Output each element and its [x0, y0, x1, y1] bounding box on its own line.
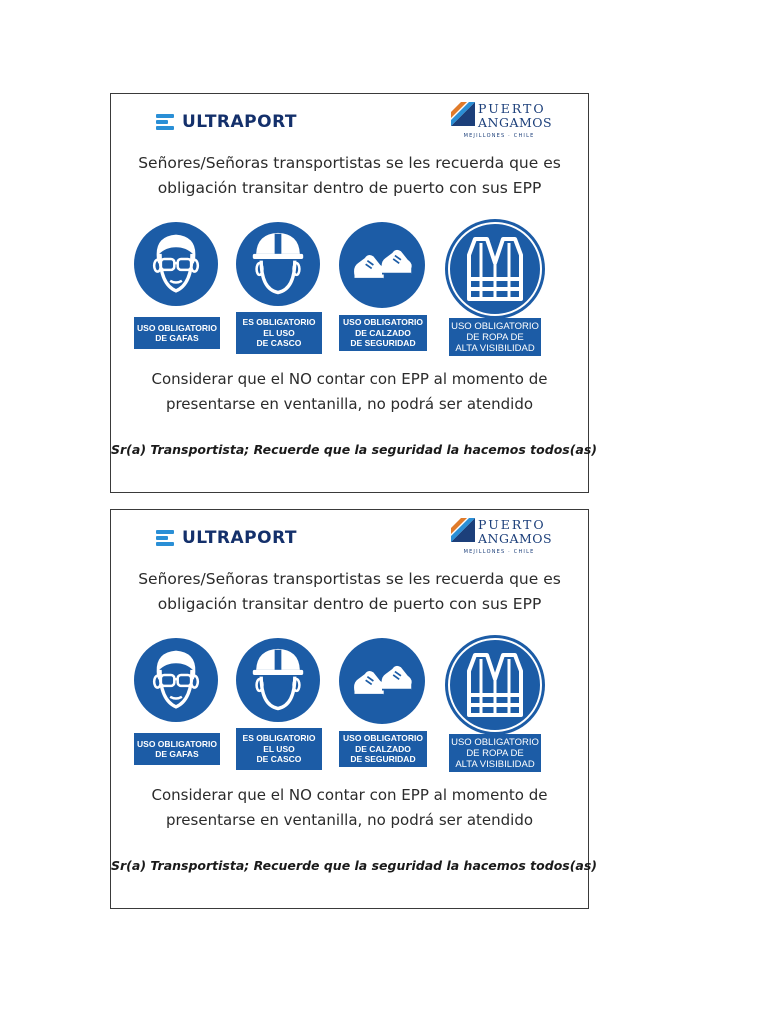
puerto-angamos-logo	[451, 515, 551, 557]
sign-gafas-label: USO OBLIGATORIO DE GAFAS	[134, 733, 220, 765]
notice-line-2: presentarse en ventanilla, no podrá ser atendido	[165, 395, 534, 413]
sign-gafas-label: USO OBLIGATORIO DE GAFAS	[134, 317, 220, 349]
ultraport-logo-text: ULTRAPORT	[182, 112, 297, 132]
notice-line-2: presentarse en ventanilla, no podrá ser atendido	[165, 811, 534, 829]
puerto-logo-line1: PUERTO	[478, 101, 546, 116]
puerto-angamos-emblem-icon	[451, 102, 475, 126]
sign-ropa-label: USO OBLIGATORIO DE ROPA DE ALTA VISIBILIDAD	[449, 734, 541, 772]
notice-line-1: Considerar que el NO contar con EPP al momento de	[151, 786, 548, 804]
puerto-angamos-emblem-icon	[451, 518, 475, 542]
puerto-logo-subtitle: MEJILLONES · CHILE	[463, 549, 535, 555]
ultraport-logo	[156, 112, 297, 132]
high-visibility-vest-icon	[445, 635, 545, 735]
safety-poster-2	[110, 509, 598, 909]
headline-line-2: obligación transitar dentro de puerto con sus EPP	[157, 179, 542, 197]
helmet-icon	[236, 638, 320, 722]
sign-casco-label: ES OBLIGATORIO EL USO DE CASCO	[236, 312, 322, 354]
footer-slogan: Sr(a) Transportista; Recuerde que la seguridad la hacemos todos(as)	[111, 442, 598, 457]
helmet-icon	[236, 222, 320, 306]
notice	[111, 367, 588, 417]
ultraport-logo-text: ULTRAPORT	[182, 528, 297, 548]
headline-line-1: Señores/Señoras transportistas se les recuerda que es	[138, 154, 561, 172]
notice	[111, 783, 588, 833]
glasses-icon	[134, 638, 218, 722]
puerto-logo-line1: PUERTO	[478, 517, 546, 532]
headline	[111, 567, 588, 617]
puerto-logo-subtitle: MEJILLONES · CHILE	[463, 133, 535, 139]
safety-boots-icon	[339, 222, 425, 308]
ppe-signs	[129, 623, 579, 773]
headline-line-1: Señores/Señoras transportistas se les recuerda que es	[138, 570, 561, 588]
footer-slogan: Sr(a) Transportista; Recuerde que la seguridad la hacemos todos(as)	[111, 858, 598, 873]
ultraport-logo	[156, 528, 297, 548]
puerto-logo-line2: ANGAMOS	[478, 115, 553, 130]
sign-casco-label: ES OBLIGATORIO EL USO DE CASCO	[236, 728, 322, 770]
sign-calzado-label: USO OBLIGATORIO DE CALZADO DE SEGURIDAD	[339, 315, 427, 351]
puerto-logo-line2: ANGAMOS	[478, 531, 553, 546]
ultraport-logo-icon	[156, 114, 174, 130]
headline	[111, 151, 588, 201]
notice-line-1: Considerar que el NO contar con EPP al momento de	[151, 370, 548, 388]
safety-poster-1	[110, 93, 598, 493]
high-visibility-vest-icon	[445, 219, 545, 319]
glasses-icon	[134, 222, 218, 306]
ultraport-logo-icon	[156, 530, 174, 546]
sign-ropa-label: USO OBLIGATORIO DE ROPA DE ALTA VISIBILIDAD	[449, 318, 541, 356]
ppe-signs	[129, 207, 579, 357]
sign-calzado-label: USO OBLIGATORIO DE CALZADO DE SEGURIDAD	[339, 731, 427, 767]
puerto-angamos-logo	[451, 99, 551, 141]
safety-boots-icon	[339, 638, 425, 724]
headline-line-2: obligación transitar dentro de puerto con sus EPP	[157, 595, 542, 613]
